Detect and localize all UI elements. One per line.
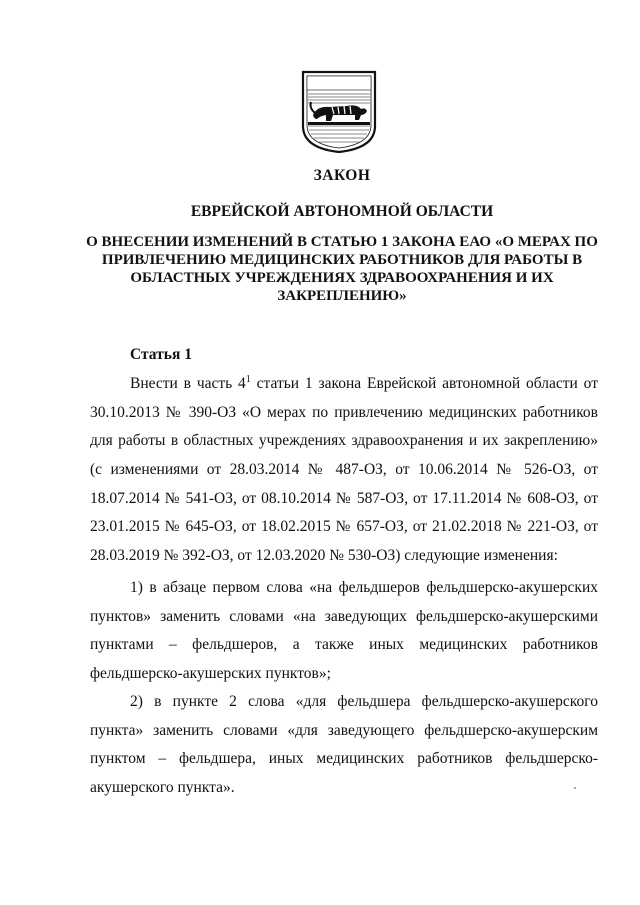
intro-text-start: Внести в часть 4 [130, 375, 246, 393]
article-intro-paragraph [90, 366, 598, 570]
article-heading: Статья 1 [130, 346, 192, 363]
amendment-item-2: 2) в пункте 2 слова «для фельдшера фельдшерско-акушерского пункта» заменить словами «для заведующего фельдшерско-акушерским пунктом – фельдшера, иных медицинских работников фельдшерско-акушерского пункта». [90, 693, 598, 796]
law-title: О ВНЕСЕНИИ ИЗМЕНЕНИЙ В СТАТЬЮ 1 ЗАКОНА ЕАО «О МЕРАХ ПО ПРИВЛЕЧЕНИЮ МЕДИЦИНСКИХ РАБОТНИКОВ ДЛЯ РАБОТЫ В ОБЛАСТНЫХ УЧРЕЖДЕНИЯХ ЗДРАВООХРАНЕНИЯ И ИХ ЗАКРЕПЛЕНИЮ» [86, 234, 598, 304]
document-type-heading: ЗАКОН [313, 167, 371, 184]
intro-text-rest: статьи 1 закона Еврейской автономной области от 30.10.2013 № 390-ОЗ «О мерах по привлечению медицинских работников для работы в областных учреждениях здравоохранения и их закреплению» (с изменениями от 28.03.2014 № 487-ОЗ, от 10.06.2014 № 526-ОЗ, от 18.07.2014 № 541-ОЗ, от 08.10.2014 № 587-ОЗ, от 17.11.2014 № 608-ОЗ, от 23.01.2015 № 645-ОЗ, от 18.02.2015 № 657-ОЗ, от 21.02.2018 № 221-ОЗ, от 28.03.2019 № 392-ОЗ, от 12.03.2020 № 530-ОЗ) следующие изменения: [90, 375, 598, 564]
scan-speck [574, 787, 576, 789]
region-heading: ЕВРЕЙСКОЙ АВТОНОМНОЙ ОБЛАСТИ [190, 203, 494, 220]
part-superscript: 1 [245, 374, 251, 385]
amendment-item-1: 1) в абзаце первом слова «на фельдшеров фельдшерско-акушерских пунктов» заменить словами «на заведующих фельдшерско-акушерскими пунктами – фельдшеров, а также иных медицинских работников фельдшерско-акушерских пунктов»; [90, 579, 598, 682]
coat-of-arms-tiger-icon [299, 68, 379, 154]
